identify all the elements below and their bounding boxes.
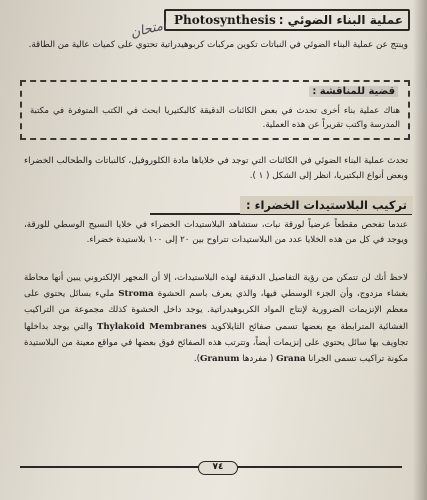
paragraph-chlorophyll: تحدث عملية البناء الضوئي في الكائنات التي توجد في خلاياها مادة الكلوروفيل، كالنباتات والطحالب الخضراء وبعض أنواع البكتيريا، انظر إلى الشكل ( ١ ). <box>24 156 408 181</box>
paragraph-chloroplast-structure <box>24 270 408 422</box>
paragraph-leaf-section: عندما تفحص مقطعاً عرضياً لورقة نبات، ستشاهد البلاستيدات الخضراء في خلايا النسيج الوسطي للورقة، ويوجد في كل من هذه الخلايا عدد من البلاستيدات تتراوح بين ٢٠ إلى ١٠٠ بلاستيدة خضراء. <box>24 220 408 245</box>
structure-text-3: والتي يوجد بداخلها تجاويف بها سائل يحتوي على إنزيمات أيضاً، وتترتب هذه الصفائح فوق بعضها في مواقع معينة من البلاستيدة مكونة تراكيب تسمى الجرانا <box>24 321 408 365</box>
header-title-english: Photosynthesis <box>173 13 276 27</box>
term-thylakoid: Thylakoid Membranes <box>96 321 207 332</box>
structure-text-4: ( مفردها <box>242 354 274 365</box>
term-grana: Grana <box>276 354 306 365</box>
structure-text-2: مليء بسائل يحتوي على معظم الإنزيمات الضرورية لإنتاج المواد الكربوهيدراتية. يوجد داخل الحشوة كذلك مجموعة من التراكيب الغشائية المترابطة مع بعضها تسمى صفائح الثايلاكويد <box>24 289 408 332</box>
discussion-title: قضية للمناقشة : <box>309 86 398 97</box>
handwritten-note: امتحان <box>128 17 168 42</box>
header-title-arabic: عملية البناء الضوئي : <box>278 13 404 27</box>
intro-paragraph: وينتج عن عملية البناء الضوئي في النباتات تكوين مركبات كربوهيدراتية تحتوي على كميات عالية من الطاقة. <box>28 40 408 50</box>
discussion-text: هناك عملية بناء أخرى تحدث في بعض الكائنات الدقيقة كالبكتيريا ابحث في الكتب المتوفرة في مكتبة المدرسة واكتب تقريراً عن هذه العملية. <box>30 106 400 130</box>
term-granum: Granum <box>199 354 240 365</box>
section-title: تركيب البلاستيدات الخضراء : <box>240 196 413 214</box>
term-stroma: Stroma <box>118 289 154 300</box>
structure-text-5: ). <box>193 354 200 365</box>
discussion-box <box>20 80 410 140</box>
page-number: ٧٤ <box>198 461 238 475</box>
page-header <box>164 9 410 31</box>
structure-text-1: لاحظ أنك لن تتمكن من رؤية التفاصيل الدقيقة لهذه البلاستيدات، إلا أن المجهر الإلكتروني يبين أنها محاطة بغشاء مزدوج، وأن الجزء الوسطي فيها، والذي يعرف باسم الحشوة <box>24 273 408 300</box>
page-edge-shadow <box>413 0 427 500</box>
